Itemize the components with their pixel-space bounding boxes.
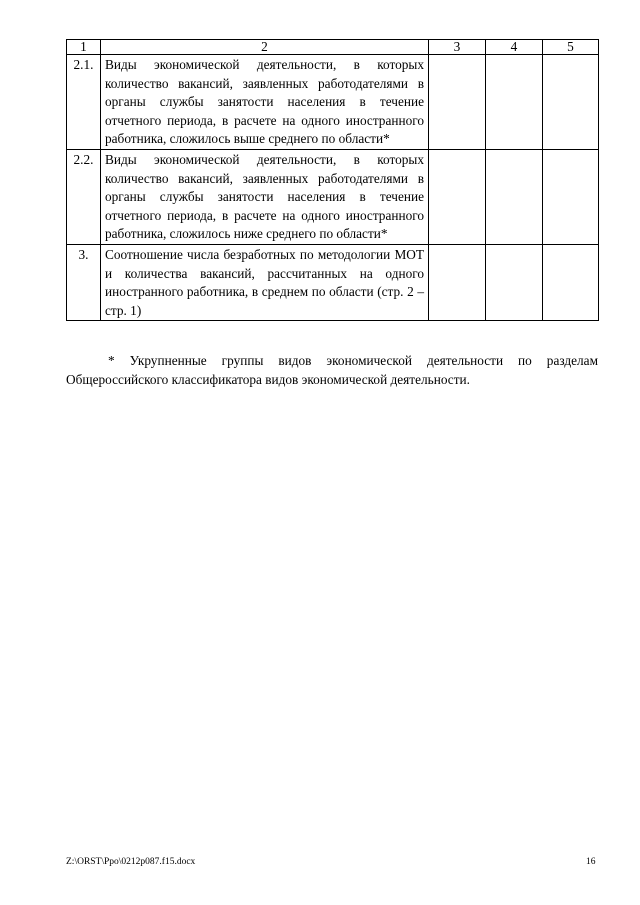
footer-page-number: 16 [586,857,596,867]
row-number: 3. [67,244,101,320]
table-header-row [67,40,599,55]
table-row [67,244,599,320]
row-text: Виды экономической деятельности, в которых количество вакансий, заявленных работодателями в органы службы занятости населения в течение отчетного периода, в расчете на одного иностранного работника, сложилось выше среднего по области* [105,57,424,147]
header-cell: 2 [101,40,429,55]
row-number: 2.1. [67,55,101,150]
value-cell [486,244,543,320]
header-cell: 1 [67,40,101,55]
row-description [101,149,429,244]
value-cell [543,244,599,320]
value-cell [486,149,543,244]
value-cell [429,244,486,320]
value-cell [429,55,486,150]
value-cell [543,149,599,244]
value-cell [543,55,599,150]
value-cell [486,55,543,150]
value-cell [429,149,486,244]
row-text: Соотношение числа безработных по методологии МОТ и количества вакансий, рассчитанных на одного иностранного работника, в среднем по области (стр. 2 – стр. 1) [105,246,424,318]
row-text: Виды экономической деятельности, в которых количество вакансий, заявленных работодателями в органы службы занятости населения в течение отчетного периода, в расчете на одного иностранного работника, сложилось ниже среднего по области* [105,151,424,242]
row-description [101,244,429,320]
table-row [67,149,599,244]
header-cell: 5 [543,40,599,55]
row-description [101,55,429,150]
footer-file-path: Z:\ORST\Ppo\0212p087.f15.docx [66,857,196,867]
table-row [67,55,599,150]
data-table [66,39,599,321]
header-cell: 3 [429,40,486,55]
footnote: * Укрупненные группы видов экономической деятельности по разделам Общероссийского классификатора видов экономической деятельности. [66,353,598,387]
header-cell: 4 [486,40,543,55]
row-number: 2.2. [67,149,101,244]
